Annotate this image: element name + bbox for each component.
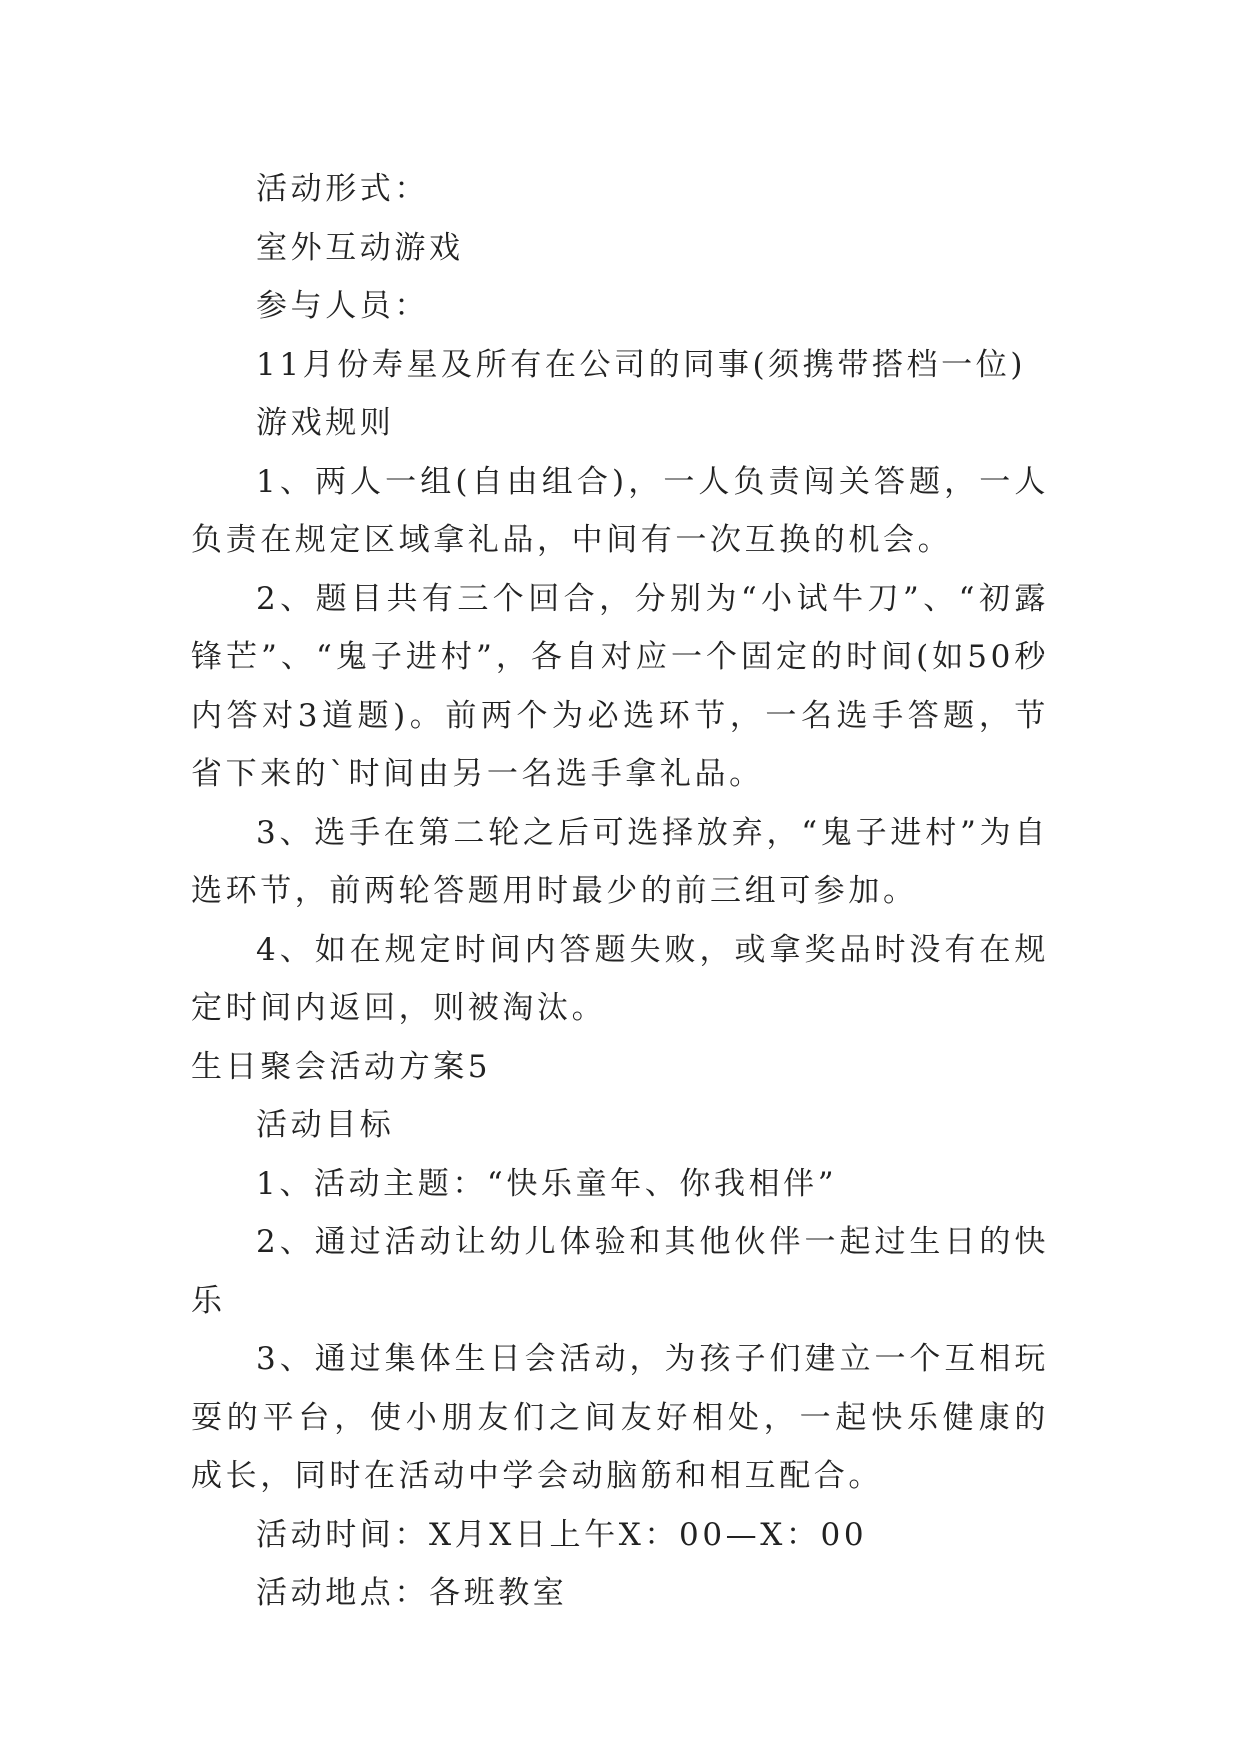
goal-paragraph-2: 2、通过活动让幼儿体验和其他伙伴一起过生日的快乐 bbox=[191, 1224, 1049, 1319]
section-title: 生日聚会活动方案5 bbox=[191, 1048, 492, 1085]
participants-label: 参与人员： bbox=[256, 288, 429, 324]
activity-form-value: 室外互动游戏 bbox=[256, 229, 464, 266]
rule-paragraph-1: 1、两人一组(自由组合)，一人负责闯关答题，一人负责在规定区域拿礼品，中间有一次互换的机会。 bbox=[191, 463, 1049, 558]
goal-title: 活动目标 bbox=[256, 1107, 395, 1143]
activity-location: 活动地点：各班教室 bbox=[256, 1575, 568, 1611]
goal-paragraph-1: 1、活动主题：“快乐童年、你我相伴” bbox=[256, 1165, 838, 1202]
activity-time: 活动时间：X月X日上午X：00—X：00 bbox=[256, 1516, 868, 1553]
participants-value: 11月份寿星及所有在公司的同事(须携带搭档一位) bbox=[256, 346, 1027, 383]
document-body bbox=[191, 160, 1049, 1623]
goal-paragraph-3: 3、通过集体生日会活动，为孩子们建立一个互相玩耍的平台，使小朋友们之间友好相处，一起快乐健康的成长，同时在活动中学会动脑筋和相互配合。 bbox=[191, 1341, 1049, 1494]
activity-form-label: 活动形式： bbox=[256, 171, 429, 207]
game-rules-title: 游戏规则 bbox=[256, 405, 395, 441]
rule-paragraph-2: 2、题目共有三个回合，分别为“小试牛刀”、“初露锋芒”、“鬼子进村”，各自对应一个固定的时间(如50秒内答对3道题)。前两个为必选环节，一名选手答题，节省下来的`时间由另一名选手拿礼品。 bbox=[191, 580, 1049, 792]
rule-paragraph-4: 4、如在规定时间内答题失败，或拿奖品时没有在规定时间内返回，则被淘汰。 bbox=[191, 931, 1049, 1026]
rule-paragraph-3: 3、选手在第二轮之后可选择放弃，“鬼子进村”为自选环节，前两轮答题用时最少的前三组可参加。 bbox=[191, 814, 1049, 909]
